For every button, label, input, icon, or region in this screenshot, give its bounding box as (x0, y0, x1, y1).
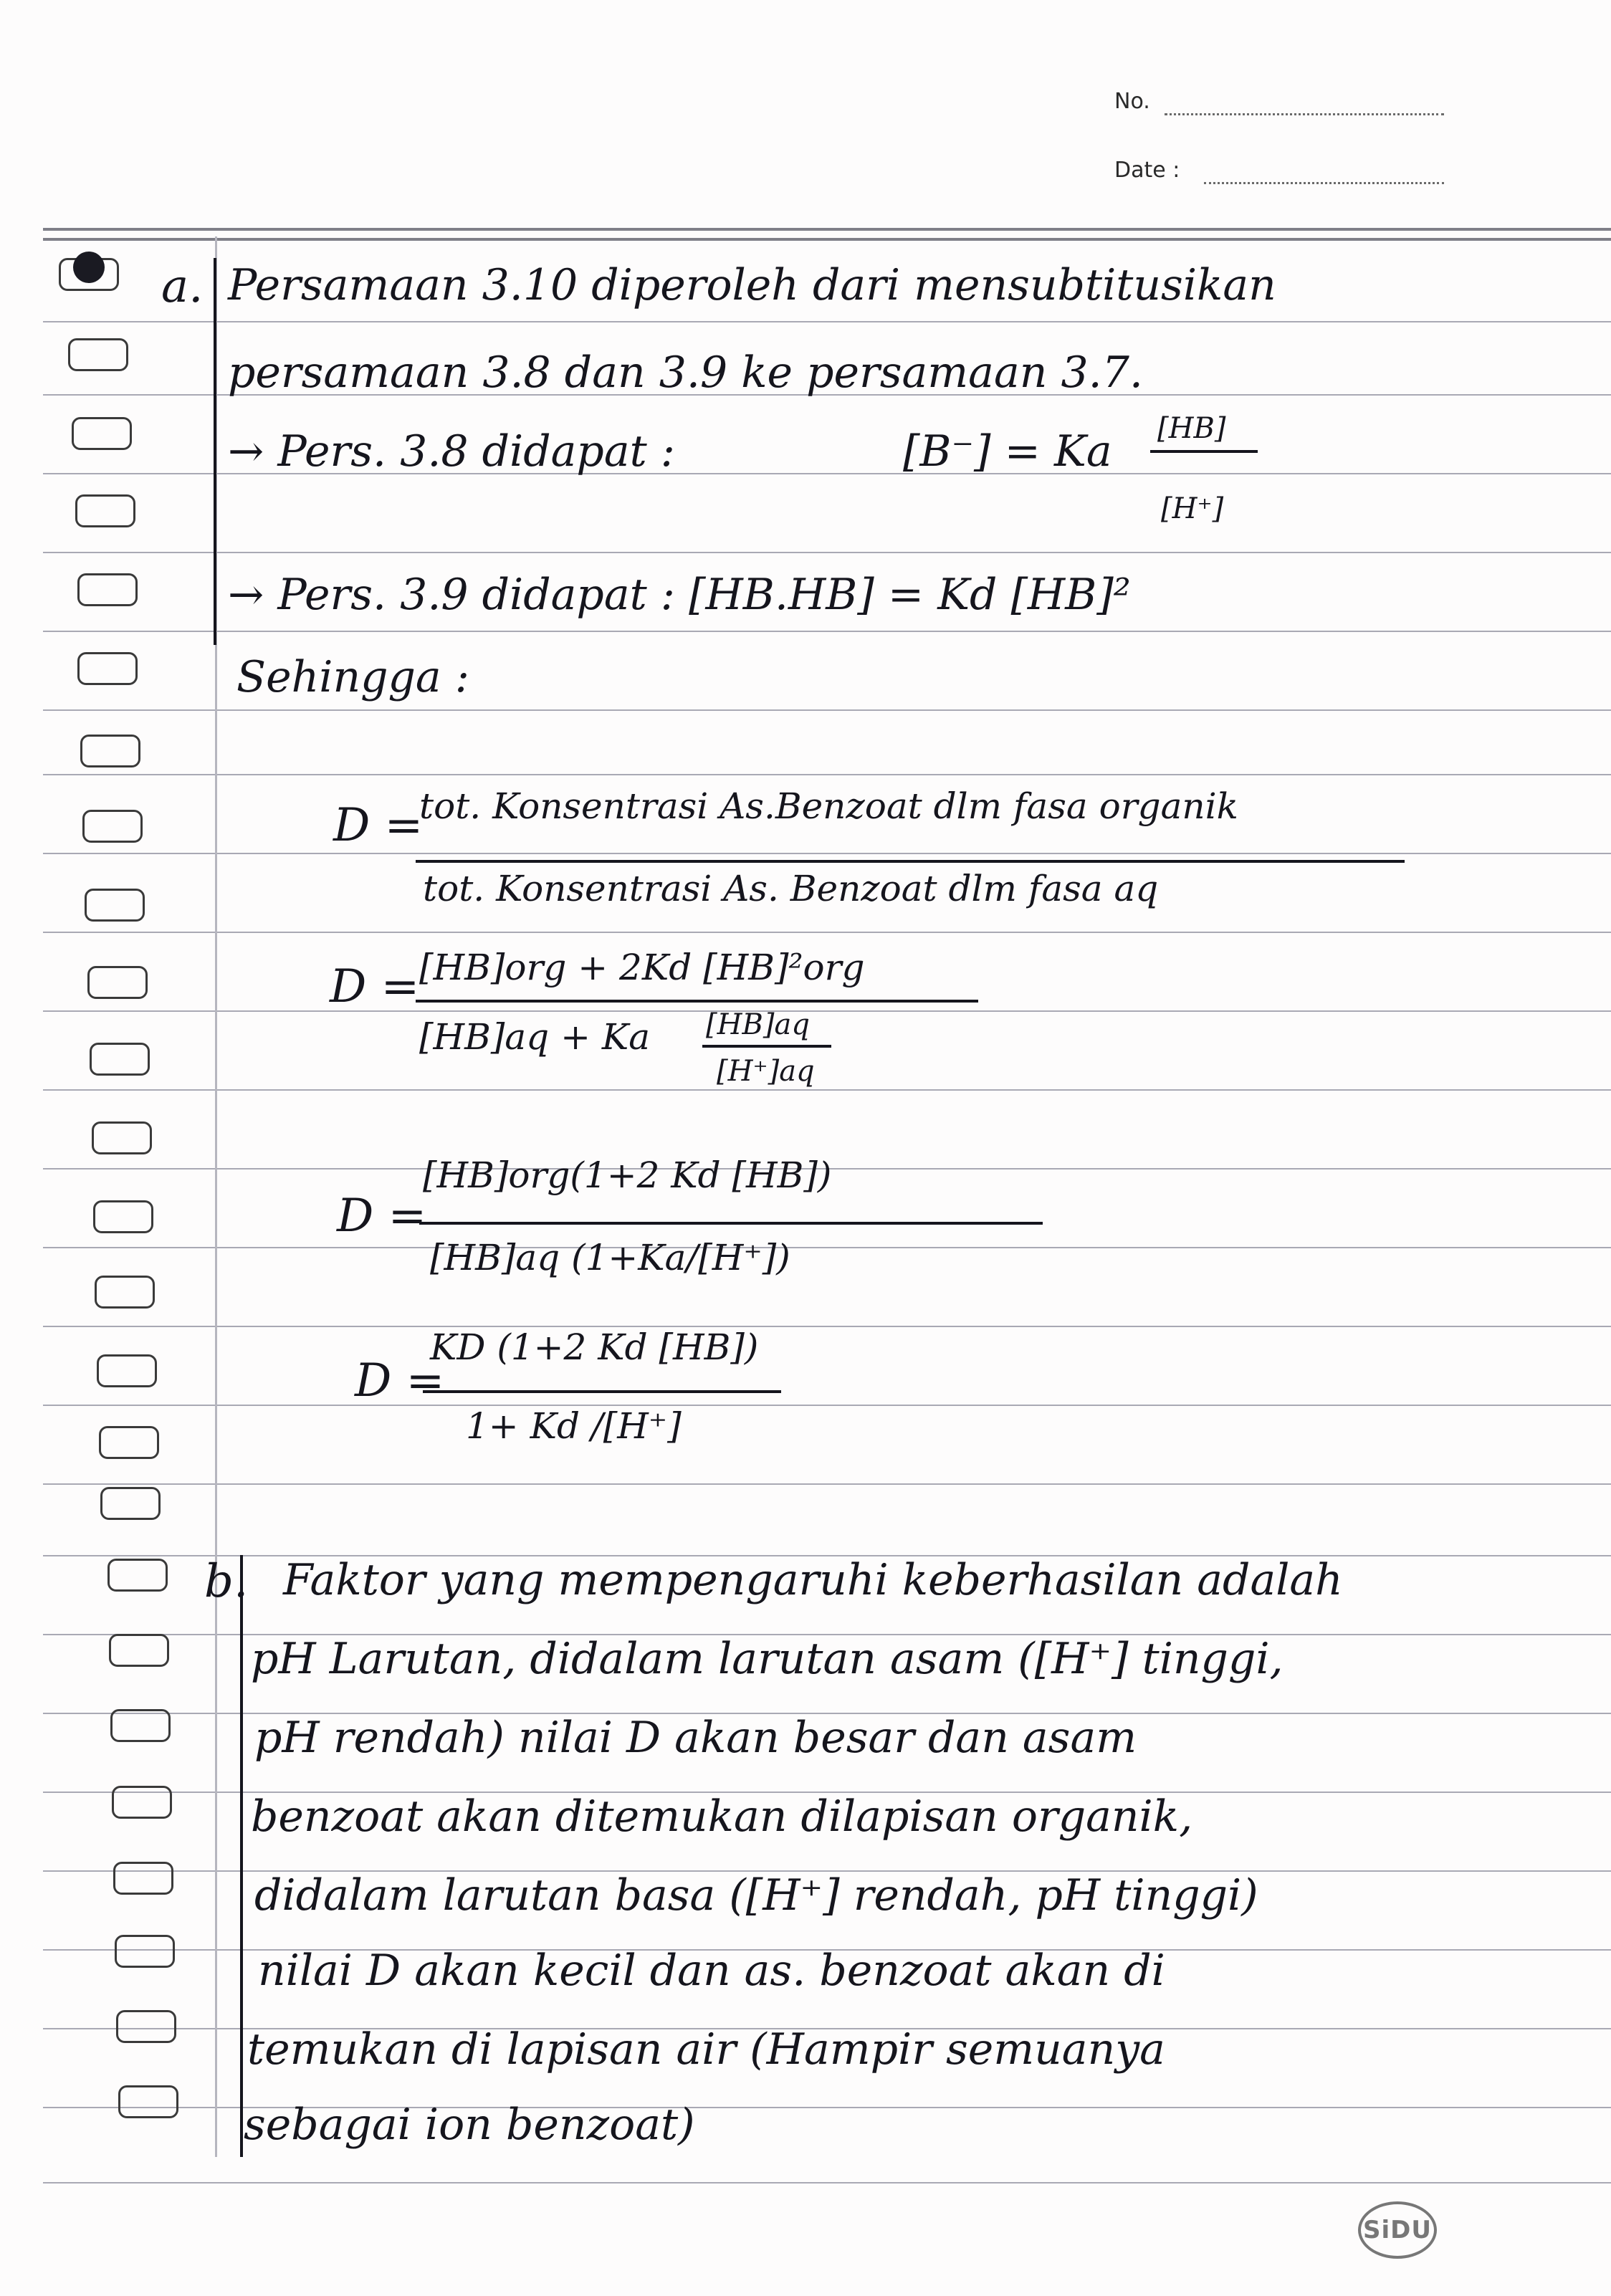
rule-line (43, 774, 1611, 775)
pers-38-denominator: [H⁺] (1161, 492, 1224, 525)
number-line (1165, 113, 1444, 115)
eq3-denominator: [HB]aq (1+Ka/[H⁺]) (430, 1237, 790, 1278)
checkbox[interactable] (118, 2085, 178, 2118)
part-a-margin-stroke (214, 258, 216, 645)
sehingga-label: Sehingga : (236, 652, 469, 702)
eq2-inner-denominator: [H⁺]aq (717, 1055, 815, 1088)
checkbox[interactable] (87, 966, 148, 999)
eq4-denominator: 1+ Kd /[H⁺] (466, 1405, 682, 1447)
top-rule (43, 228, 1611, 231)
checkbox[interactable] (109, 1634, 169, 1667)
rule-line (43, 932, 1611, 933)
rule-line (43, 853, 1611, 854)
eq1-numerator: tot. Konsentrasi As.Benzoat dlm fasa organik (419, 785, 1238, 827)
checkbox[interactable] (82, 810, 143, 843)
eq2-fraction-bar (416, 1000, 978, 1003)
part-a-label: a. (161, 260, 204, 313)
eq2-denominator-a: [HB]aq + Ka (419, 1016, 651, 1058)
number-label: No. (1114, 89, 1150, 114)
checkbox[interactable] (85, 889, 145, 922)
eq2-inner-fraction-bar (702, 1045, 831, 1048)
part-b-label: b. (204, 1555, 249, 1608)
checkbox[interactable] (95, 1276, 155, 1309)
eq3-numerator: [HB]org(1+2 Kd [HB]) (423, 1154, 832, 1196)
part-b-line: Faktor yang mempengaruhi keberhasilan adalah (283, 1555, 1343, 1605)
checkbox[interactable] (97, 1354, 157, 1387)
checkbox[interactable] (110, 1709, 171, 1742)
checkbox[interactable] (100, 1487, 161, 1520)
rule-line (43, 552, 1611, 553)
pers-38-lead: → Pers. 3.8 didapat : (228, 426, 675, 477)
part-b-line: temukan di lapisan air (Hampir semuanya (247, 2024, 1165, 2075)
rule-line (43, 2182, 1611, 2183)
rule-line (43, 1483, 1611, 1485)
rule-line (43, 1010, 1611, 1012)
checkbox[interactable] (77, 573, 138, 606)
sidu-stamp (1358, 2201, 1437, 2259)
rule-line (43, 321, 1611, 322)
checkbox[interactable] (72, 417, 132, 450)
checkbox[interactable] (68, 338, 128, 371)
date-label: Date : (1114, 158, 1180, 183)
checkbox[interactable] (92, 1121, 152, 1154)
pers-38-fraction-bar (1150, 450, 1258, 453)
part-b-line: pH Larutan, didalam larutan asam ([H⁺] tinggi, (251, 1634, 1283, 1684)
pers-38-lhs: [B⁻] = Ka (903, 426, 1112, 477)
rule-line (43, 1247, 1611, 1248)
eq4-lhs: D = (355, 1354, 445, 1407)
eq3-lhs: D = (337, 1190, 427, 1243)
part-a-line-1: Persamaan 3.10 diperoleh dari mensubtitusikan (228, 260, 1276, 310)
part-b-line: pH rendah) nilai D akan besar dan asam (254, 1713, 1137, 1763)
eq3-fraction-bar (419, 1222, 1043, 1225)
checkbox[interactable] (112, 1786, 172, 1819)
rule-line (43, 709, 1611, 711)
pers-38-numerator: [HB] (1157, 412, 1226, 445)
checkbox[interactable] (107, 1559, 168, 1592)
part-b-margin-stroke (240, 1555, 243, 2157)
checkbox[interactable] (99, 1426, 159, 1459)
checkbox[interactable] (93, 1200, 153, 1233)
pers-39-line: → Pers. 3.9 didapat : [HB.HB] = Kd [HB]² (228, 570, 1131, 620)
eq1-fraction-bar (416, 860, 1405, 863)
sidu-stamp-text: SiDU (1363, 2216, 1432, 2244)
question-bullet (73, 252, 105, 283)
checkbox[interactable] (77, 652, 138, 685)
part-b-line: didalam larutan basa ([H⁺] rendah, pH tinggi) (254, 1870, 1258, 1920)
top-rule-double (43, 238, 1611, 241)
eq2-lhs: D = (330, 960, 420, 1013)
eq1-denominator: tot. Konsentrasi As. Benzoat dlm fasa aq (423, 868, 1159, 909)
eq4-fraction-bar (423, 1390, 781, 1393)
part-b-line: nilai D akan kecil dan as. benzoat akan di (258, 1946, 1165, 1996)
checkbox[interactable] (75, 494, 135, 527)
rule-line (43, 1326, 1611, 1327)
eq4-numerator: KD (1+2 Kd [HB]) (430, 1326, 759, 1368)
part-b-line: sebagai ion benzoat) (244, 2100, 695, 2150)
rule-line (43, 1089, 1611, 1091)
part-b-line: benzoat akan ditemukan dilapisan organik, (251, 1792, 1193, 1842)
part-a-line-2: persamaan 3.8 dan 3.9 ke persamaan 3.7. (228, 348, 1143, 398)
checkbox[interactable] (115, 1935, 175, 1968)
checkbox[interactable] (116, 2010, 176, 2043)
rule-line (43, 631, 1611, 632)
date-line (1204, 182, 1444, 184)
checkbox[interactable] (90, 1043, 150, 1076)
checkbox[interactable] (113, 1862, 173, 1895)
rule-line (43, 1405, 1611, 1406)
checkbox[interactable] (80, 735, 140, 767)
eq2-numerator: [HB]org + 2Kd [HB]²org (419, 947, 865, 988)
eq2-inner-numerator: [HB]aq (706, 1008, 810, 1041)
eq1-lhs: D = (333, 799, 424, 852)
